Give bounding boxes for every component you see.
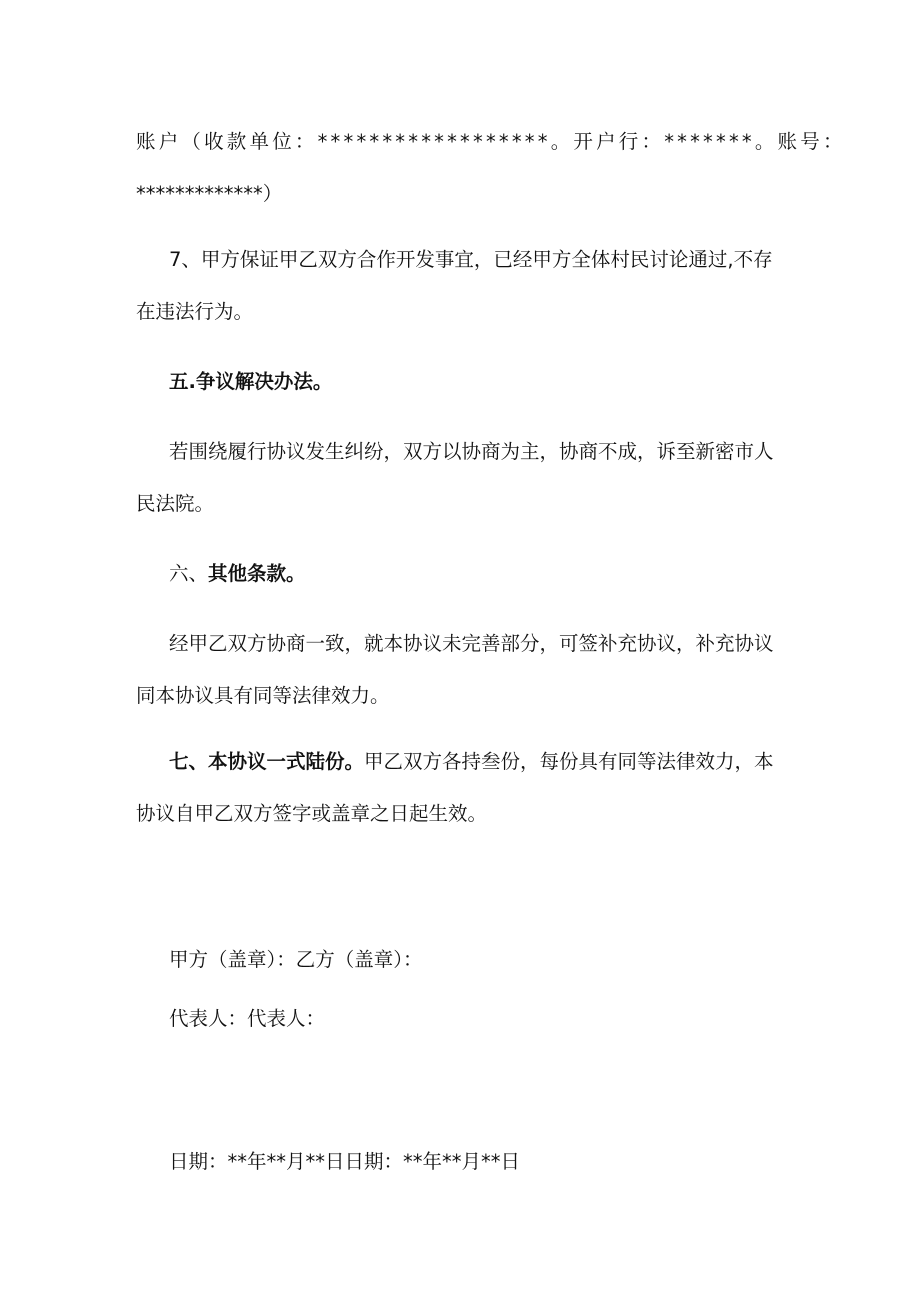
seal-line bbox=[136, 934, 786, 986]
date-line-text: 日期：**年**月**日日期：**年**月**日 bbox=[169, 1150, 521, 1173]
clause-7-line-1: 7、甲方保证甲乙双方合作开发事宜，已经甲方全体村民讨论通过,不存 bbox=[169, 248, 773, 271]
section-6-heading-line bbox=[136, 548, 786, 600]
section-7-line-2: 协议自甲乙双方签字或盖章之日起生效。 bbox=[136, 802, 488, 825]
section-5-paragraph bbox=[136, 426, 786, 530]
section-7-line-1 bbox=[136, 736, 786, 788]
section-6-paragraph bbox=[136, 618, 786, 722]
section-7-line-1-rest: 甲乙双方各持叁份，每份具有同等法律效力，本 bbox=[364, 750, 774, 773]
clause-7-paragraph bbox=[136, 234, 786, 338]
seal-line-text: 甲方（盖章）：乙方（盖章）： bbox=[169, 948, 423, 971]
section-6-line-1: 经甲乙双方协商一致，就本协议未完善部分，可签补充协议，补充协议 bbox=[169, 632, 774, 655]
account-line-1: 账户（收款单位：******************。开户行：*******。账号： bbox=[136, 130, 846, 153]
section-7-heading-text: 七、本协议一式陆份。 bbox=[169, 750, 365, 773]
section-6-heading-text: 其他条款。 bbox=[208, 562, 306, 585]
section-5-line-1: 若围绕履行协议发生纠纷，双方以协商为主，协商不成，诉至新密市人 bbox=[169, 440, 774, 463]
section-6-heading bbox=[136, 548, 786, 600]
representative-line bbox=[136, 993, 786, 1045]
section-5-heading bbox=[136, 356, 786, 408]
section-6-prefix: 六、 bbox=[169, 562, 209, 585]
section-5-heading-text: 五.争议解决办法。 bbox=[169, 370, 333, 393]
clause-7-line-2: 在违法行为。 bbox=[136, 300, 254, 323]
section-5-line-2: 民法院。 bbox=[136, 492, 215, 515]
account-paragraph bbox=[136, 116, 846, 220]
account-line-2: *************） bbox=[136, 182, 283, 205]
section-7-paragraph bbox=[136, 736, 786, 840]
date-line bbox=[136, 1136, 786, 1188]
section-6-line-2: 同本协议具有同等法律效力。 bbox=[136, 684, 390, 707]
representative-line-text: 代表人：代表人： bbox=[169, 1007, 326, 1030]
